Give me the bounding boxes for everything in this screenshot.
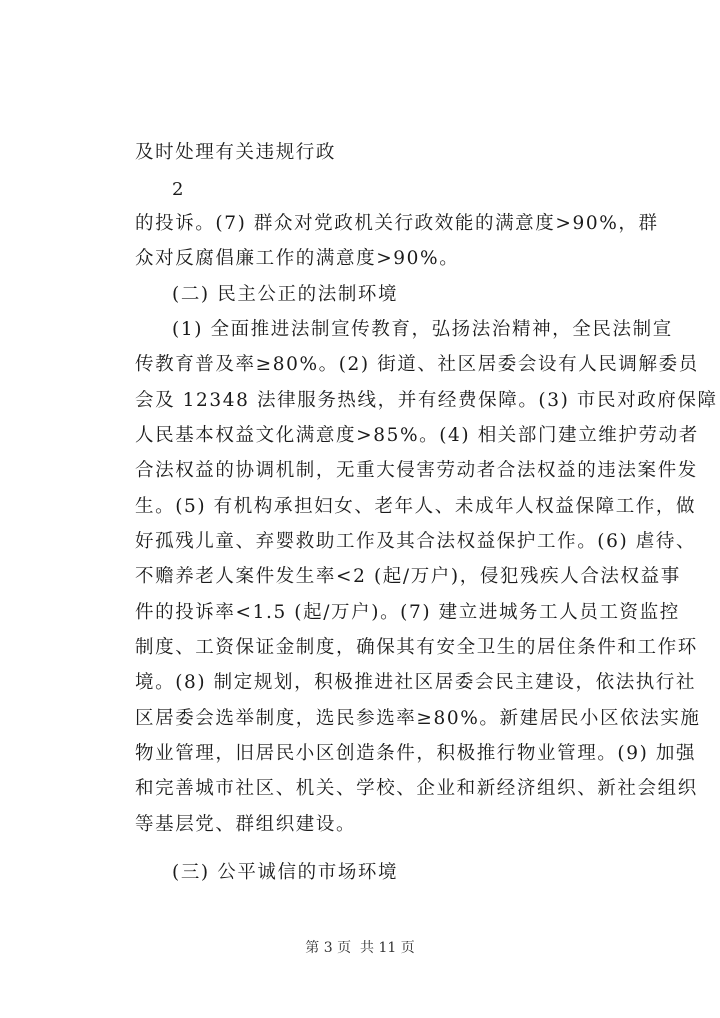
text-line: 区居委会选举制度，选民参选率≥80%。新建居民小区依法实施 (135, 708, 701, 729)
text-line: 制度、工资保证金制度，确保其有安全卫生的居住条件和工作环 (135, 637, 698, 658)
footer-page-indicator: 第 3 页 共 11 页 (305, 940, 415, 956)
text-line: 会及 12348 法律服务热线，并有经费保障。(3) 市民对政府保障 (135, 390, 718, 411)
text-line: 众对反腐倡廉工作的满意度>90%。 (135, 248, 460, 269)
page-footer (0, 938, 720, 958)
text-line: 及时处理有关违规行政 (135, 142, 337, 163)
text-line: 不赡养老人案件发生率<2 (起/万户)，侵犯残疾人合法权益事 (135, 566, 681, 587)
text-line: 生。(5) 有机构承担妇女、老年人、未成年人权益保障工作，做 (135, 496, 697, 517)
text-line: 物业管理，旧居民小区创造条件，积极推行物业管理。(9) 加强 (135, 743, 697, 764)
text-line: 好孤残儿童、弃婴救助工作及其合法权益保护工作。(6) 虐待、 (135, 531, 697, 552)
page-number-inline: 2 (172, 179, 184, 200)
text-line: (1) 全面推进法制宣传教育，弘扬法治精神，全民法制宣 (172, 319, 673, 340)
text-line: 等基层党、群组织建设。 (135, 814, 357, 835)
text-line: 和完善城市社区、机关、学校、企业和新经济组织、新社会组织 (135, 778, 698, 799)
text-line: 境。(8) 制定规划，积极推进社区居委会民主建设，依法执行社 (135, 672, 697, 693)
text-line: 传教育普及率≥80%。(2) 街道、社区居委会设有人民调解委员 (135, 354, 699, 375)
text-line: 的投诉。(7) 群众对党政机关行政效能的满意度>90%，群 (135, 213, 659, 234)
section-heading: (三) 公平诚信的市场环境 (172, 862, 399, 883)
text-line: 合法权益的协调机制，无重大侵害劳动者合法权益的违法案件发 (135, 460, 698, 481)
section-heading: (二) 民主公正的法制环境 (172, 284, 399, 305)
text-line: 件的投诉率<1.5 (起/万户)。(7) 建立进城务工人员工资监控 (135, 602, 680, 623)
text-line: 人民基本权益文化满意度>85%。(4) 相关部门建立维护劳动者 (135, 425, 699, 446)
